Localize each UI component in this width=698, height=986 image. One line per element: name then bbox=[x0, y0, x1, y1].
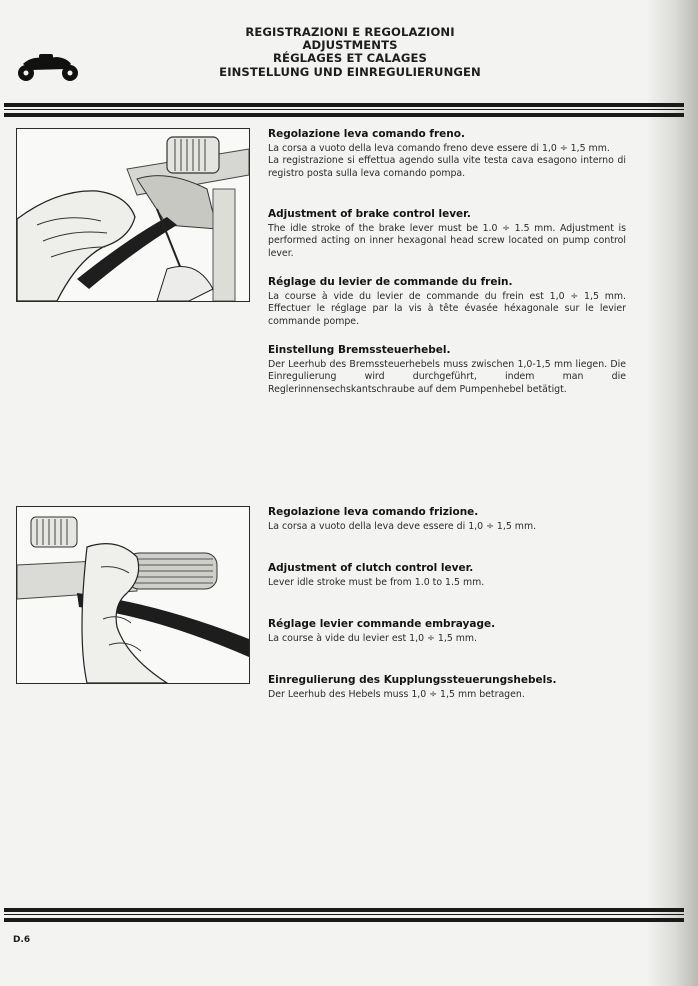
section-paragraph: La course à vide du levier de commande du frein est 1,0 ÷ 1,5 mm. Effectuer le réglage par la vis à tête évasée héxagonale sur le levier commande pompe. bbox=[268, 291, 626, 327]
brake-section-fr bbox=[268, 276, 626, 328]
section-title: Réglage levier commande embrayage. bbox=[268, 618, 496, 630]
header-rule bbox=[4, 113, 684, 117]
header-rule bbox=[4, 109, 684, 110]
header-line: ADJUSTMENTS bbox=[302, 38, 398, 53]
scanned-page-edge-shadow bbox=[646, 0, 698, 986]
clutch-text-block bbox=[268, 506, 626, 706]
motorcycle-icon bbox=[17, 52, 79, 82]
section-paragraph: La corsa a vuoto della leva comando freno deve essere di 1,0 ÷ 1,5 mm. bbox=[268, 143, 610, 154]
header-rule bbox=[4, 103, 684, 107]
section-title: Einregulierung des Kupplungssteuerungshebels. bbox=[268, 674, 557, 686]
header-line: RÉGLAGES ET CALAGES bbox=[273, 51, 427, 66]
section-paragraph: Der Leerhub des Hebels muss 1,0 ÷ 1,5 mm betragen. bbox=[268, 689, 525, 700]
brake-lever-photo bbox=[16, 128, 250, 302]
page-number: D.6 bbox=[13, 935, 31, 945]
section-paragraph: Lever idle stroke must be from 1.0 to 1.5 mm. bbox=[268, 577, 485, 588]
page-header bbox=[200, 26, 500, 79]
section-title: Einstellung Bremssteuerhebel. bbox=[268, 344, 451, 356]
clutch-lever-photo bbox=[16, 506, 250, 684]
section-paragraph: La registrazione si effettua agendo sulla vite testa cava esagono interno di registro posta sulla leva comando pompa. bbox=[268, 155, 626, 179]
clutch-section-fr bbox=[268, 618, 626, 645]
section-title: Adjustment of brake control lever. bbox=[268, 208, 471, 220]
brake-section-en bbox=[268, 208, 626, 260]
header-line: REGISTRAZIONI E REGOLAZIONI bbox=[245, 25, 455, 39]
footer-rule bbox=[4, 908, 684, 912]
section-title: Regolazione leva comando freno. bbox=[268, 128, 465, 140]
section-paragraph: La course à vide du levier est 1,0 ÷ 1,5 mm. bbox=[268, 633, 478, 644]
clutch-section-en bbox=[268, 562, 626, 589]
clutch-section-it bbox=[268, 506, 626, 533]
section-title: Regolazione leva comando frizione. bbox=[268, 506, 479, 518]
footer-rule bbox=[4, 914, 684, 915]
brake-section-it bbox=[268, 128, 626, 180]
section-paragraph: The idle stroke of the brake lever must be 1.0 ÷ 1.5 mm. Adjustment is performed acting on inner hexagonal head screw located on pump control lever. bbox=[268, 223, 626, 259]
section-title: Réglage du levier de commande du frein. bbox=[268, 276, 513, 288]
brake-text-block bbox=[268, 128, 626, 418]
clutch-section-de bbox=[268, 674, 626, 701]
section-paragraph: La corsa a vuoto della leva deve essere di 1,0 ÷ 1,5 mm. bbox=[268, 521, 537, 532]
section-title: Adjustment of clutch control lever. bbox=[268, 562, 474, 574]
footer-rule bbox=[4, 918, 684, 922]
section-paragraph: Der Leerhub des Bremssteuerhebels muss zwischen 1,0-1,5 mm liegen. Die Einregulierung wird durchgeführt, indem man die Reglerinnensechskantschraube auf dem Pumpenhebel betätigt. bbox=[268, 359, 626, 395]
brake-section-de bbox=[268, 344, 626, 396]
header-line: EINSTELLUNG UND EINREGULIERUNGEN bbox=[219, 64, 481, 79]
